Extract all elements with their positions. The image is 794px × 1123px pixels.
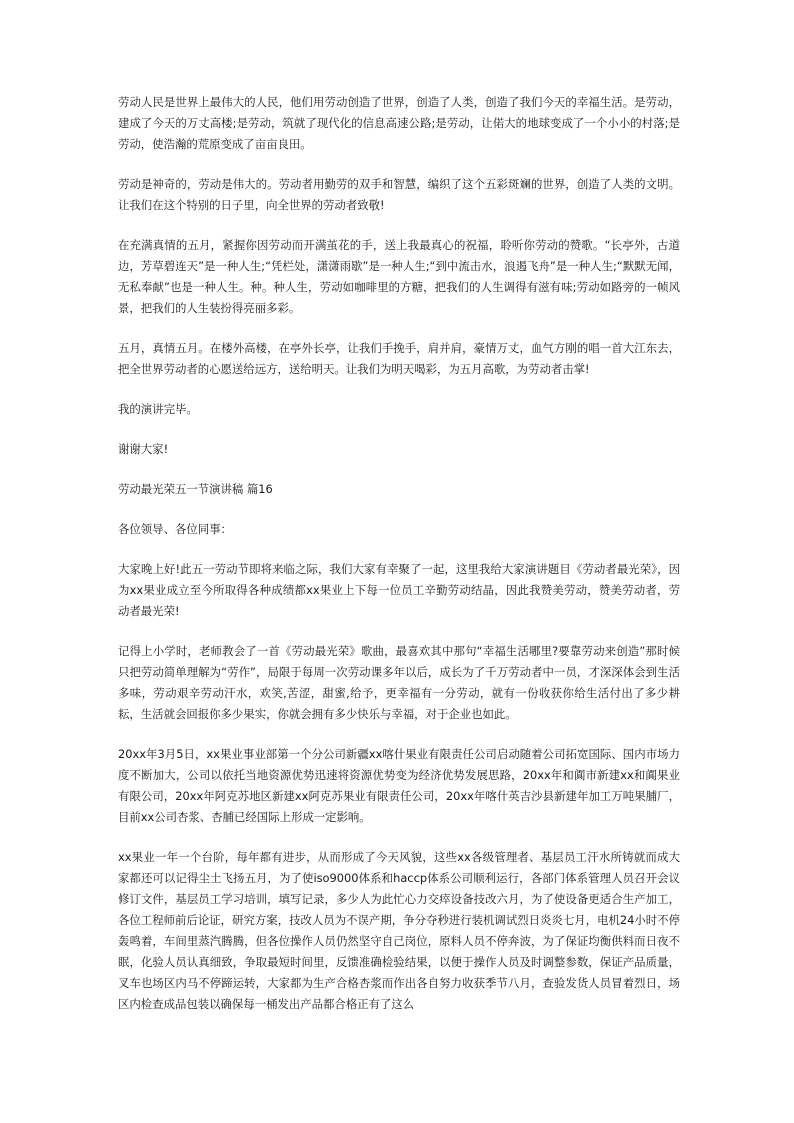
closing-line: 我的演讲完毕。: [118, 402, 198, 416]
paragraph-opening: 大家晚上好!此五一劳动节即将来临之际，我们大家有幸聚了一起，这里我给大家演讲题目《劳动者最光荣》，因为xx果业成立至今所取得各种成绩都xx果业上下每一位员工辛勤劳动结晶，因此我赞美劳动，赞美劳动者，劳动者最光荣!: [118, 562, 680, 618]
paragraph-1: 劳动人民是世界上最伟大的人民，他们用劳动创造了世界，创造了人类，创造了我们今天的幸福生活。是劳动，建成了今天的万丈高楼;是劳动，筑就了现代化的信息高速公路;是劳动，让偌大的地球变成了一个小小的村落;是劳动，使浩瀚的荒原变成了亩亩良田。: [118, 95, 680, 151]
thanks-line: 谢谢大家!: [118, 442, 169, 456]
paragraph-2: 劳动是神奇的，劳动是伟大的。劳动者用勤劳的双手和智慧，编织了这个五彩斑斓的世界，创造了人类的文明。让我们在这个特别的日子里，向全世界的劳动者致敬!: [118, 177, 680, 212]
paragraph-history: 20xx年3月5日，xx果业事业部第一个分公司新疆xx喀什果业有限责任公司启动随着公司拓宽国际、国内市场力度不断加大，公司以依托当地资源优势迅速将资源优势变为经济优势发展思路，20xx年和阗市新建xx和阗果业有限公司，20xx年阿克苏地区新建xx阿克苏果业有限责任公司，20xx年喀什英吉沙县新建年加工万吨果脯厂，目前xx公司杏浆、杏脯已经国际上形成一定影响。: [118, 747, 680, 824]
paragraph-memory: 记得上小学时，老师教会了一首《劳动最光荣》歌曲，最喜欢其中那句“幸福生活哪里?要靠劳动来创造”那时候只把劳动简单理解为“劳作”，局限于每周一次劳动课多年以后，成长为了千万劳动者中一员，才深深体会到生活多味，劳动艰辛劳动汗水，欢笑,苦涩，甜蜜,给予，更幸福有一分劳动，就有一份收获你给生活付出了多少耕耘，生活就会回报你多少果实，你就会拥有多少快乐与幸福，对于企业也如此。: [118, 644, 680, 721]
document-body: [118, 92, 680, 1034]
paragraph-progress: xx果业一年一个台阶，每年都有进步，从而形成了今天风貌，这些xx各级管理者、基层员工汗水所铸就而成大家都还可以记得尘土飞扬五月，为了使iso9000体系和haccp体系公司顺利运行，各部门体系管理人员召开会议修订文件，基层员工学习培训，填写记录，多少人为此忙心力交瘁设备技改六月，为了使设备更适合生产加工，各位工程师前后论证，研究方案，技改人员为不误产期，争分夺秒进行装机调试烈日炎炎七月，电机24小时不停轰鸣着，车间里蒸汽腾腾，但各位操作人员仍然坚守自己岗位，原料人员不停奔波，为了保证均衡供料而日夜不眠，化验人员认真细致，争取最短时间里，反馈准确检验结果，以便于操作人员及时调整参数，保证产品质量，叉车也场区内马不停蹄运转，大家都为生产合格杏浆而作出各自努力收获季节八月，查验发货人员冒着烈日，场区内检查成品包装以确保每一桶发出产品都合格正有了这么: [118, 850, 680, 1011]
section-heading: 劳动最光荣五一节演讲稿 篇16: [118, 482, 273, 496]
salutation: 各位领导、各位同事：: [118, 522, 232, 536]
paragraph-4: 五月，真情五月。在楼外高楼，在亭外长亭，让我们手挽手，肩并肩，豪情万丈，血气方刚的唱一首大江东去，把全世界劳动者的心愿送给远方，送给明天。让我们为明天喝彩，为五月高歌，为劳动者击掌!: [118, 341, 680, 376]
paragraph-3: 在充满真情的五月，紧握你因劳动而开满茧花的手，送上我最真心的祝福，聆听你劳动的赞歌。“长亭外，古道边，芳草碧连天”是一种人生;“凭栏处，潇潇雨歇”是一种人生;“到中流击水，浪遏飞舟”是一种人生;“默默无闻，无私奉献”也是一种人生。种。种人生，劳动如咖啡里的方糖，把我们的人生调得有滋有味;劳动如路旁的一帧风景，把我们的人生装扮得亮丽多彩。: [118, 238, 680, 315]
